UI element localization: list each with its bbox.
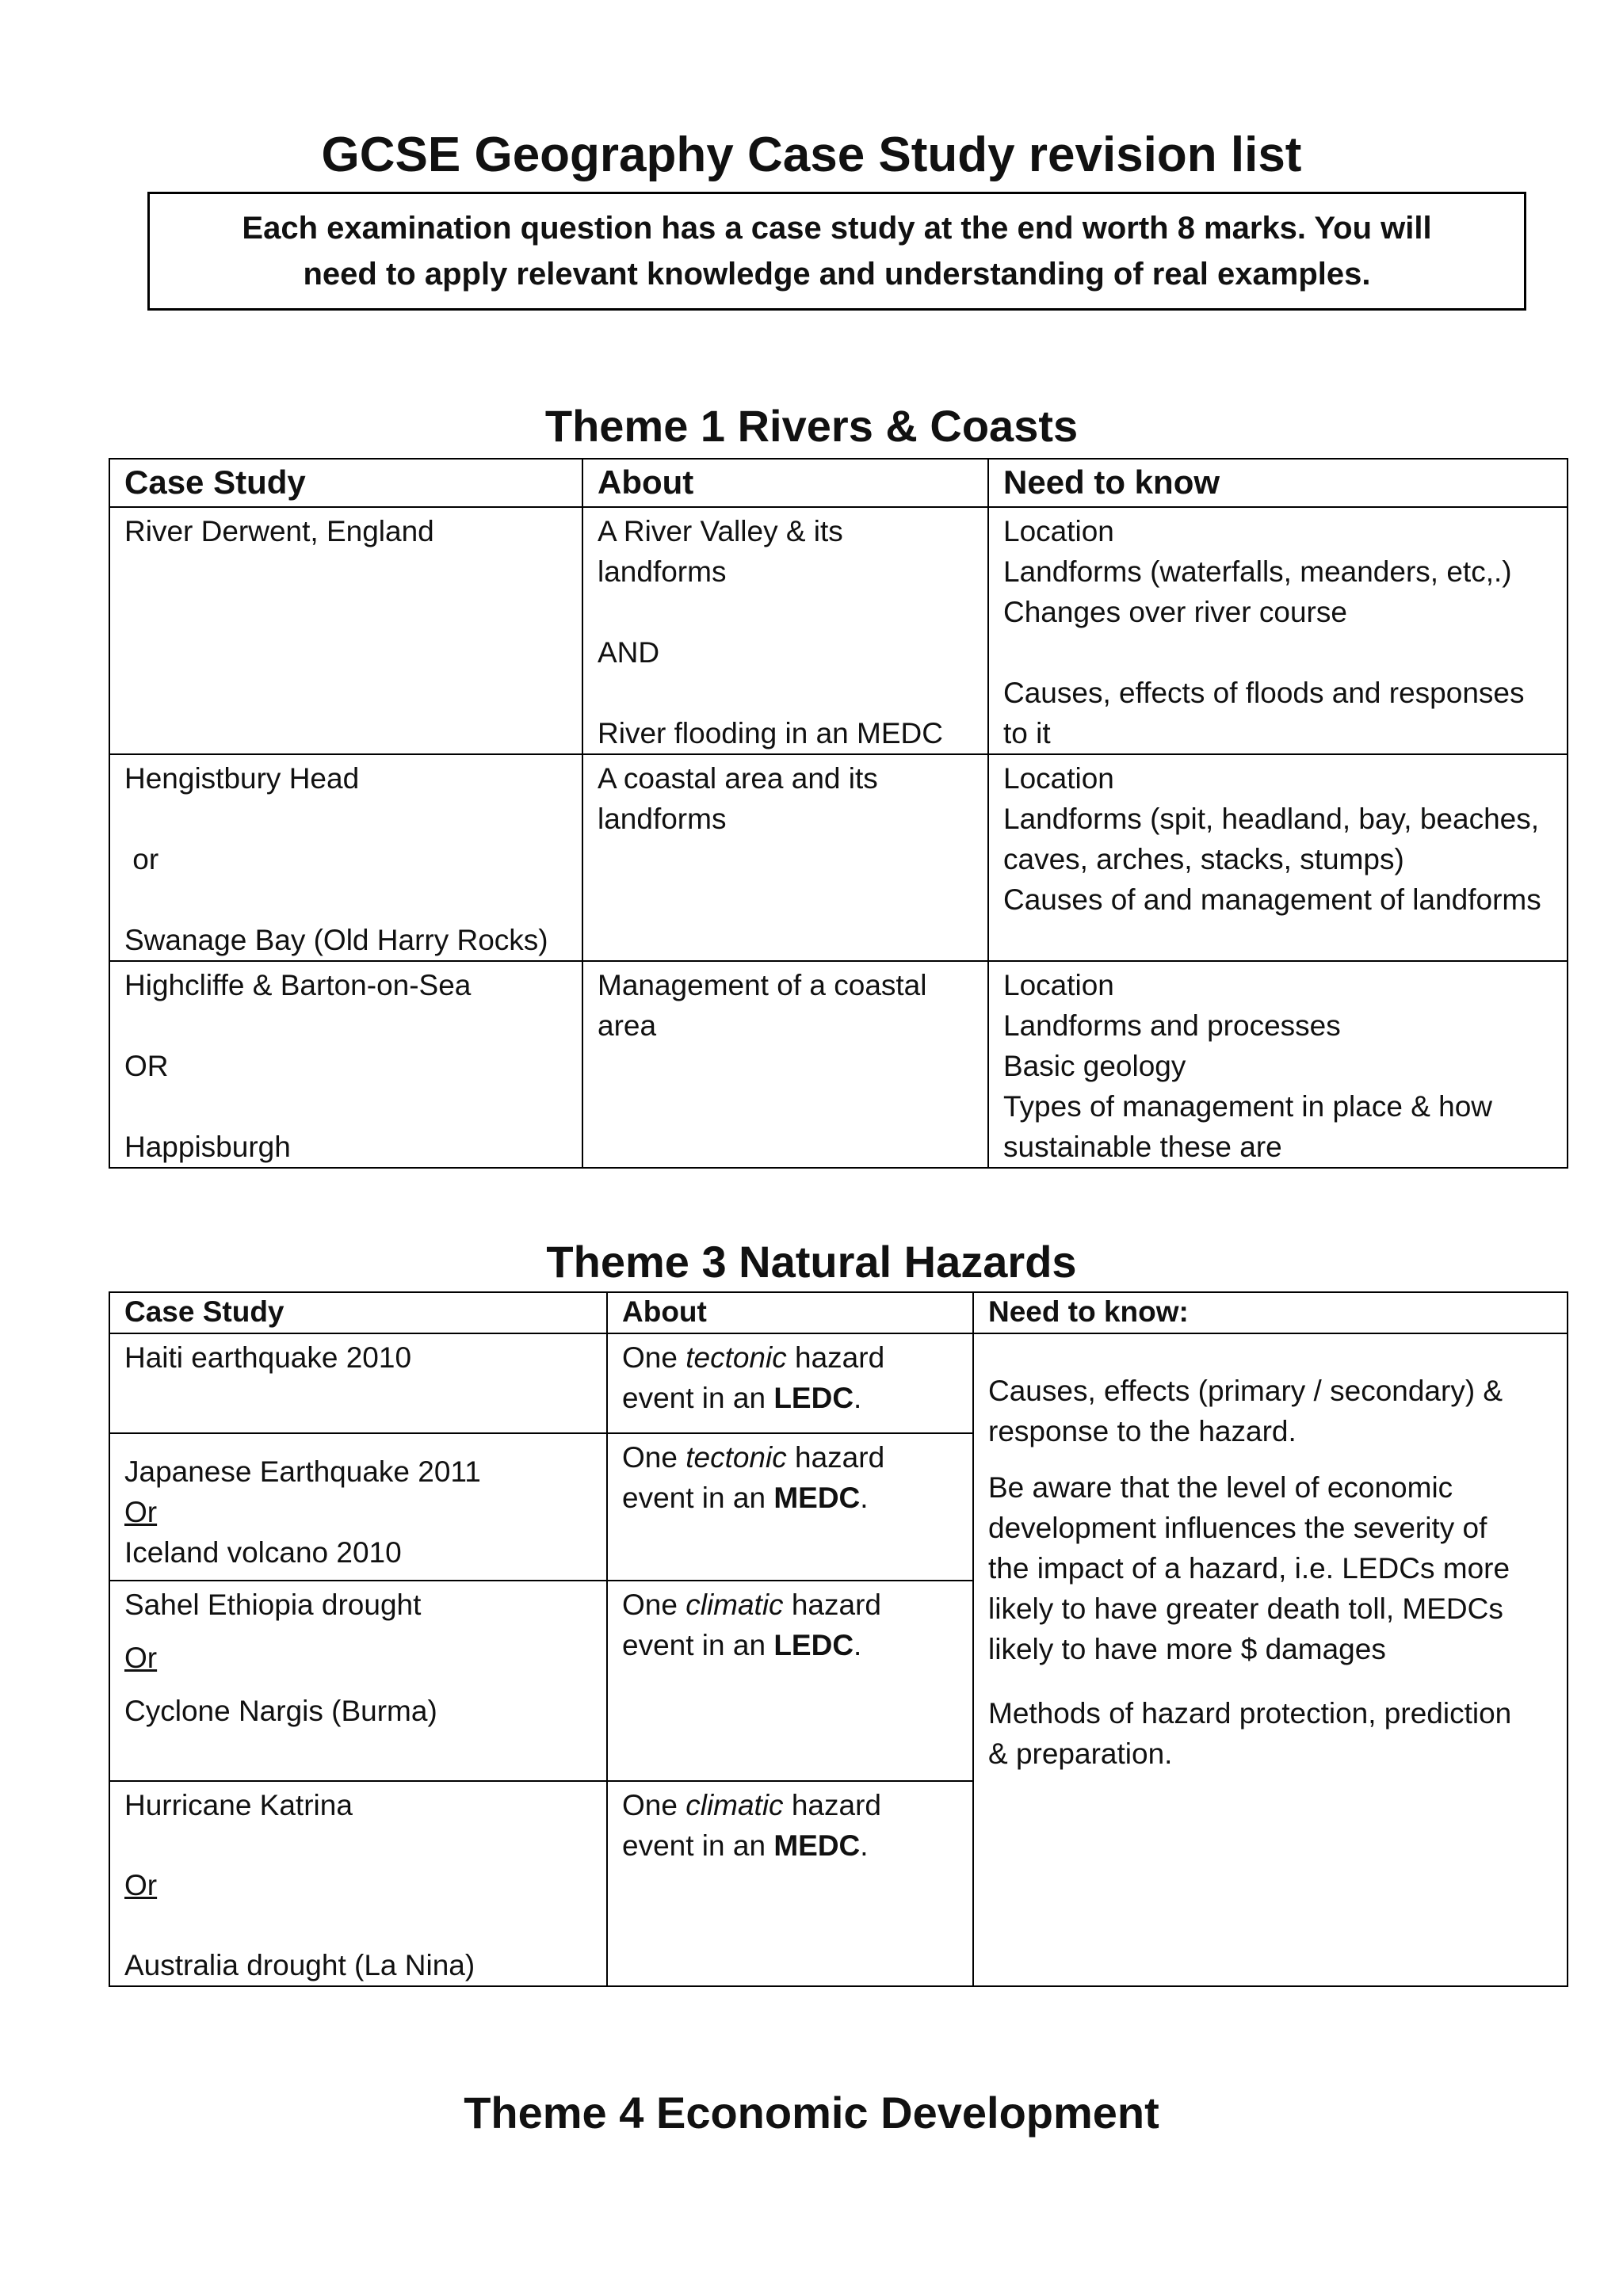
need-to-know-cell (988, 961, 1568, 1168)
cell-line (598, 592, 973, 632)
hazard-type: tectonic (685, 1341, 787, 1374)
intro-box (147, 192, 1526, 311)
need-line: likely to have greater death toll, MEDCs (988, 1592, 1503, 1625)
cell-line (124, 879, 567, 920)
cell-line: Types of management in place & how (1003, 1090, 1493, 1123)
table-row (109, 507, 1568, 754)
cell-line: Landforms (spit, headland, bay, beaches, (1003, 803, 1540, 835)
cell-line: Hengistbury Head (124, 762, 360, 795)
cell-line: or (124, 843, 159, 875)
cell-line (622, 1785, 958, 1825)
cell-line (622, 1625, 958, 1665)
cell-line (622, 1378, 958, 1418)
header-case-study: Case Study (109, 459, 582, 507)
need-line: development influences the severity of (988, 1512, 1487, 1544)
need-line: Be aware that the level of economic (988, 1471, 1453, 1504)
cell-line: A River Valley & its (598, 515, 843, 547)
theme1-heading: Theme 1 Rivers & Coasts (544, 401, 1079, 451)
header-need-to-know: Need to know (988, 459, 1568, 507)
cell-line: Or (124, 1642, 158, 1674)
cell-line: Location (1003, 762, 1114, 795)
about-cell (607, 1781, 973, 1986)
about-cell (607, 1433, 973, 1581)
case-study-cell (109, 754, 582, 961)
about-event: event in an (622, 1829, 774, 1862)
about-one: One (622, 1789, 686, 1821)
about-event: event in an (622, 1629, 774, 1661)
cell-line: landforms (598, 555, 727, 588)
case-study-cell (109, 961, 582, 1168)
cell-line: Changes over river course (1003, 596, 1347, 628)
cell-line: Landforms (waterfalls, meanders, etc,.) (1003, 555, 1512, 588)
about-event: event in an (622, 1482, 774, 1514)
cell-line (124, 799, 567, 839)
about-dot: . (854, 1629, 862, 1661)
cell-line: Management of a coastal (598, 969, 927, 1001)
cell-line: Location (1003, 969, 1114, 1001)
cell-line: Haiti earthquake 2010 (124, 1341, 412, 1374)
header-about: About (582, 459, 988, 507)
header-about: About (607, 1292, 973, 1333)
paragraph-gap (988, 1669, 1552, 1693)
theme3-table (109, 1291, 1568, 1987)
case-study-cell (109, 1433, 607, 1581)
cell-line: Landforms and processes (1003, 1009, 1341, 1042)
development-level: MEDC (773, 1829, 861, 1862)
cell-line: caves, arches, stacks, stumps) (1003, 843, 1404, 875)
cell-line (622, 1437, 958, 1478)
case-study-cell (109, 507, 582, 754)
theme4-heading: Theme 4 Economic Development (464, 2088, 1159, 2138)
cell-line: Causes of and management of landforms (1003, 883, 1541, 916)
cell-line (1003, 632, 1552, 673)
cell-line: area (598, 1009, 657, 1042)
about-cell (582, 754, 988, 961)
cell-line: Basic geology (1003, 1050, 1186, 1082)
about-one: One (622, 1589, 686, 1621)
cell-line: sustainable these are (1003, 1131, 1282, 1163)
cell-line: Causes, effects of floods and responses (1003, 677, 1525, 709)
cell-line: Location (1003, 515, 1114, 547)
table-header-row (109, 459, 1568, 507)
cell-line: Or (124, 1496, 158, 1528)
about-hazard: hazard (786, 1441, 885, 1474)
cell-line: Australia drought (La Nina) (124, 1949, 475, 1981)
cell-line: Hurricane Katrina (124, 1789, 353, 1821)
case-study-cell (109, 1581, 607, 1781)
case-study-cell (109, 1781, 607, 1986)
cell-line: Cyclone Nargis (Burma) (124, 1695, 437, 1727)
hazard-type: climatic (685, 1789, 784, 1821)
table-row (109, 1333, 1568, 1433)
intro-line-1: Each examination question has a case study at the end worth 8 marks. You will (242, 211, 1432, 246)
header-case-study: Case Study (109, 1292, 607, 1333)
need-to-know-cell (988, 754, 1568, 961)
intro-line-2: need to apply relevant knowledge and understanding of real examples. (303, 257, 1371, 292)
about-dot: . (854, 1382, 862, 1414)
cell-line: Swanage Bay (Old Harry Rocks) (124, 924, 548, 956)
table-header-row (109, 1292, 1568, 1333)
cell-line (124, 1086, 567, 1127)
cell-line (622, 1337, 958, 1378)
about-dot: . (860, 1829, 869, 1862)
cell-line: Sahel Ethiopia drought (124, 1589, 422, 1621)
about-one: One (622, 1341, 686, 1374)
cell-line: Highcliffe & Barton-on-Sea (124, 969, 472, 1001)
table-row (109, 961, 1568, 1168)
cell-line: Iceland volcano 2010 (124, 1536, 402, 1569)
about-hazard: hazard (786, 1341, 885, 1374)
need-line: response to the hazard. (988, 1415, 1296, 1447)
development-level: LEDC (773, 1629, 854, 1661)
about-cell (582, 507, 988, 754)
hazard-type: climatic (685, 1589, 784, 1621)
cell-line: AND (598, 636, 660, 669)
cell-line: A coastal area and its (598, 762, 878, 795)
need-line: likely to have more $ damages (988, 1633, 1386, 1665)
cell-line: Happisburgh (124, 1131, 291, 1163)
page-title: GCSE Geography Case Study revision list (321, 128, 1302, 182)
about-cell (582, 961, 988, 1168)
need-line: the impact of a hazard, i.e. LEDCs more (988, 1552, 1510, 1585)
cell-line: River Derwent, England (124, 515, 434, 547)
cell-line (622, 1478, 958, 1518)
cell-line: landforms (598, 803, 727, 835)
table-row (109, 754, 1568, 961)
theme3-heading: Theme 3 Natural Hazards (546, 1237, 1077, 1287)
development-level: MEDC (773, 1482, 861, 1514)
about-hazard: hazard (783, 1789, 881, 1821)
about-cell (607, 1581, 973, 1781)
cell-line: OR (124, 1050, 169, 1082)
cell-line: Or (124, 1869, 158, 1901)
cell-line: to it (1003, 717, 1051, 749)
cell-line (598, 673, 973, 713)
paragraph-gap (988, 1451, 1552, 1467)
case-study-cell (109, 1333, 607, 1433)
about-dot: . (860, 1482, 869, 1514)
need-line: Causes, effects (primary / secondary) & (988, 1375, 1503, 1407)
cell-line (622, 1585, 958, 1625)
cell-line (124, 1005, 567, 1046)
cell-line (622, 1825, 958, 1866)
about-one: One (622, 1441, 686, 1474)
development-level: LEDC (773, 1382, 854, 1414)
cell-line: Japanese Earthquake 2011 (124, 1455, 481, 1488)
need-line: & preparation. (988, 1737, 1173, 1770)
about-hazard: hazard (783, 1589, 881, 1621)
about-cell (607, 1333, 973, 1433)
need-to-know-cell (988, 507, 1568, 754)
hazard-type: tectonic (685, 1441, 787, 1474)
about-event: event in an (622, 1382, 774, 1414)
need-to-know-cell (973, 1333, 1568, 1986)
need-line: Methods of hazard protection, prediction (988, 1697, 1512, 1730)
header-need-to-know: Need to know: (973, 1292, 1568, 1333)
cell-line: River flooding in an MEDC (598, 717, 943, 749)
theme1-table (109, 458, 1568, 1169)
